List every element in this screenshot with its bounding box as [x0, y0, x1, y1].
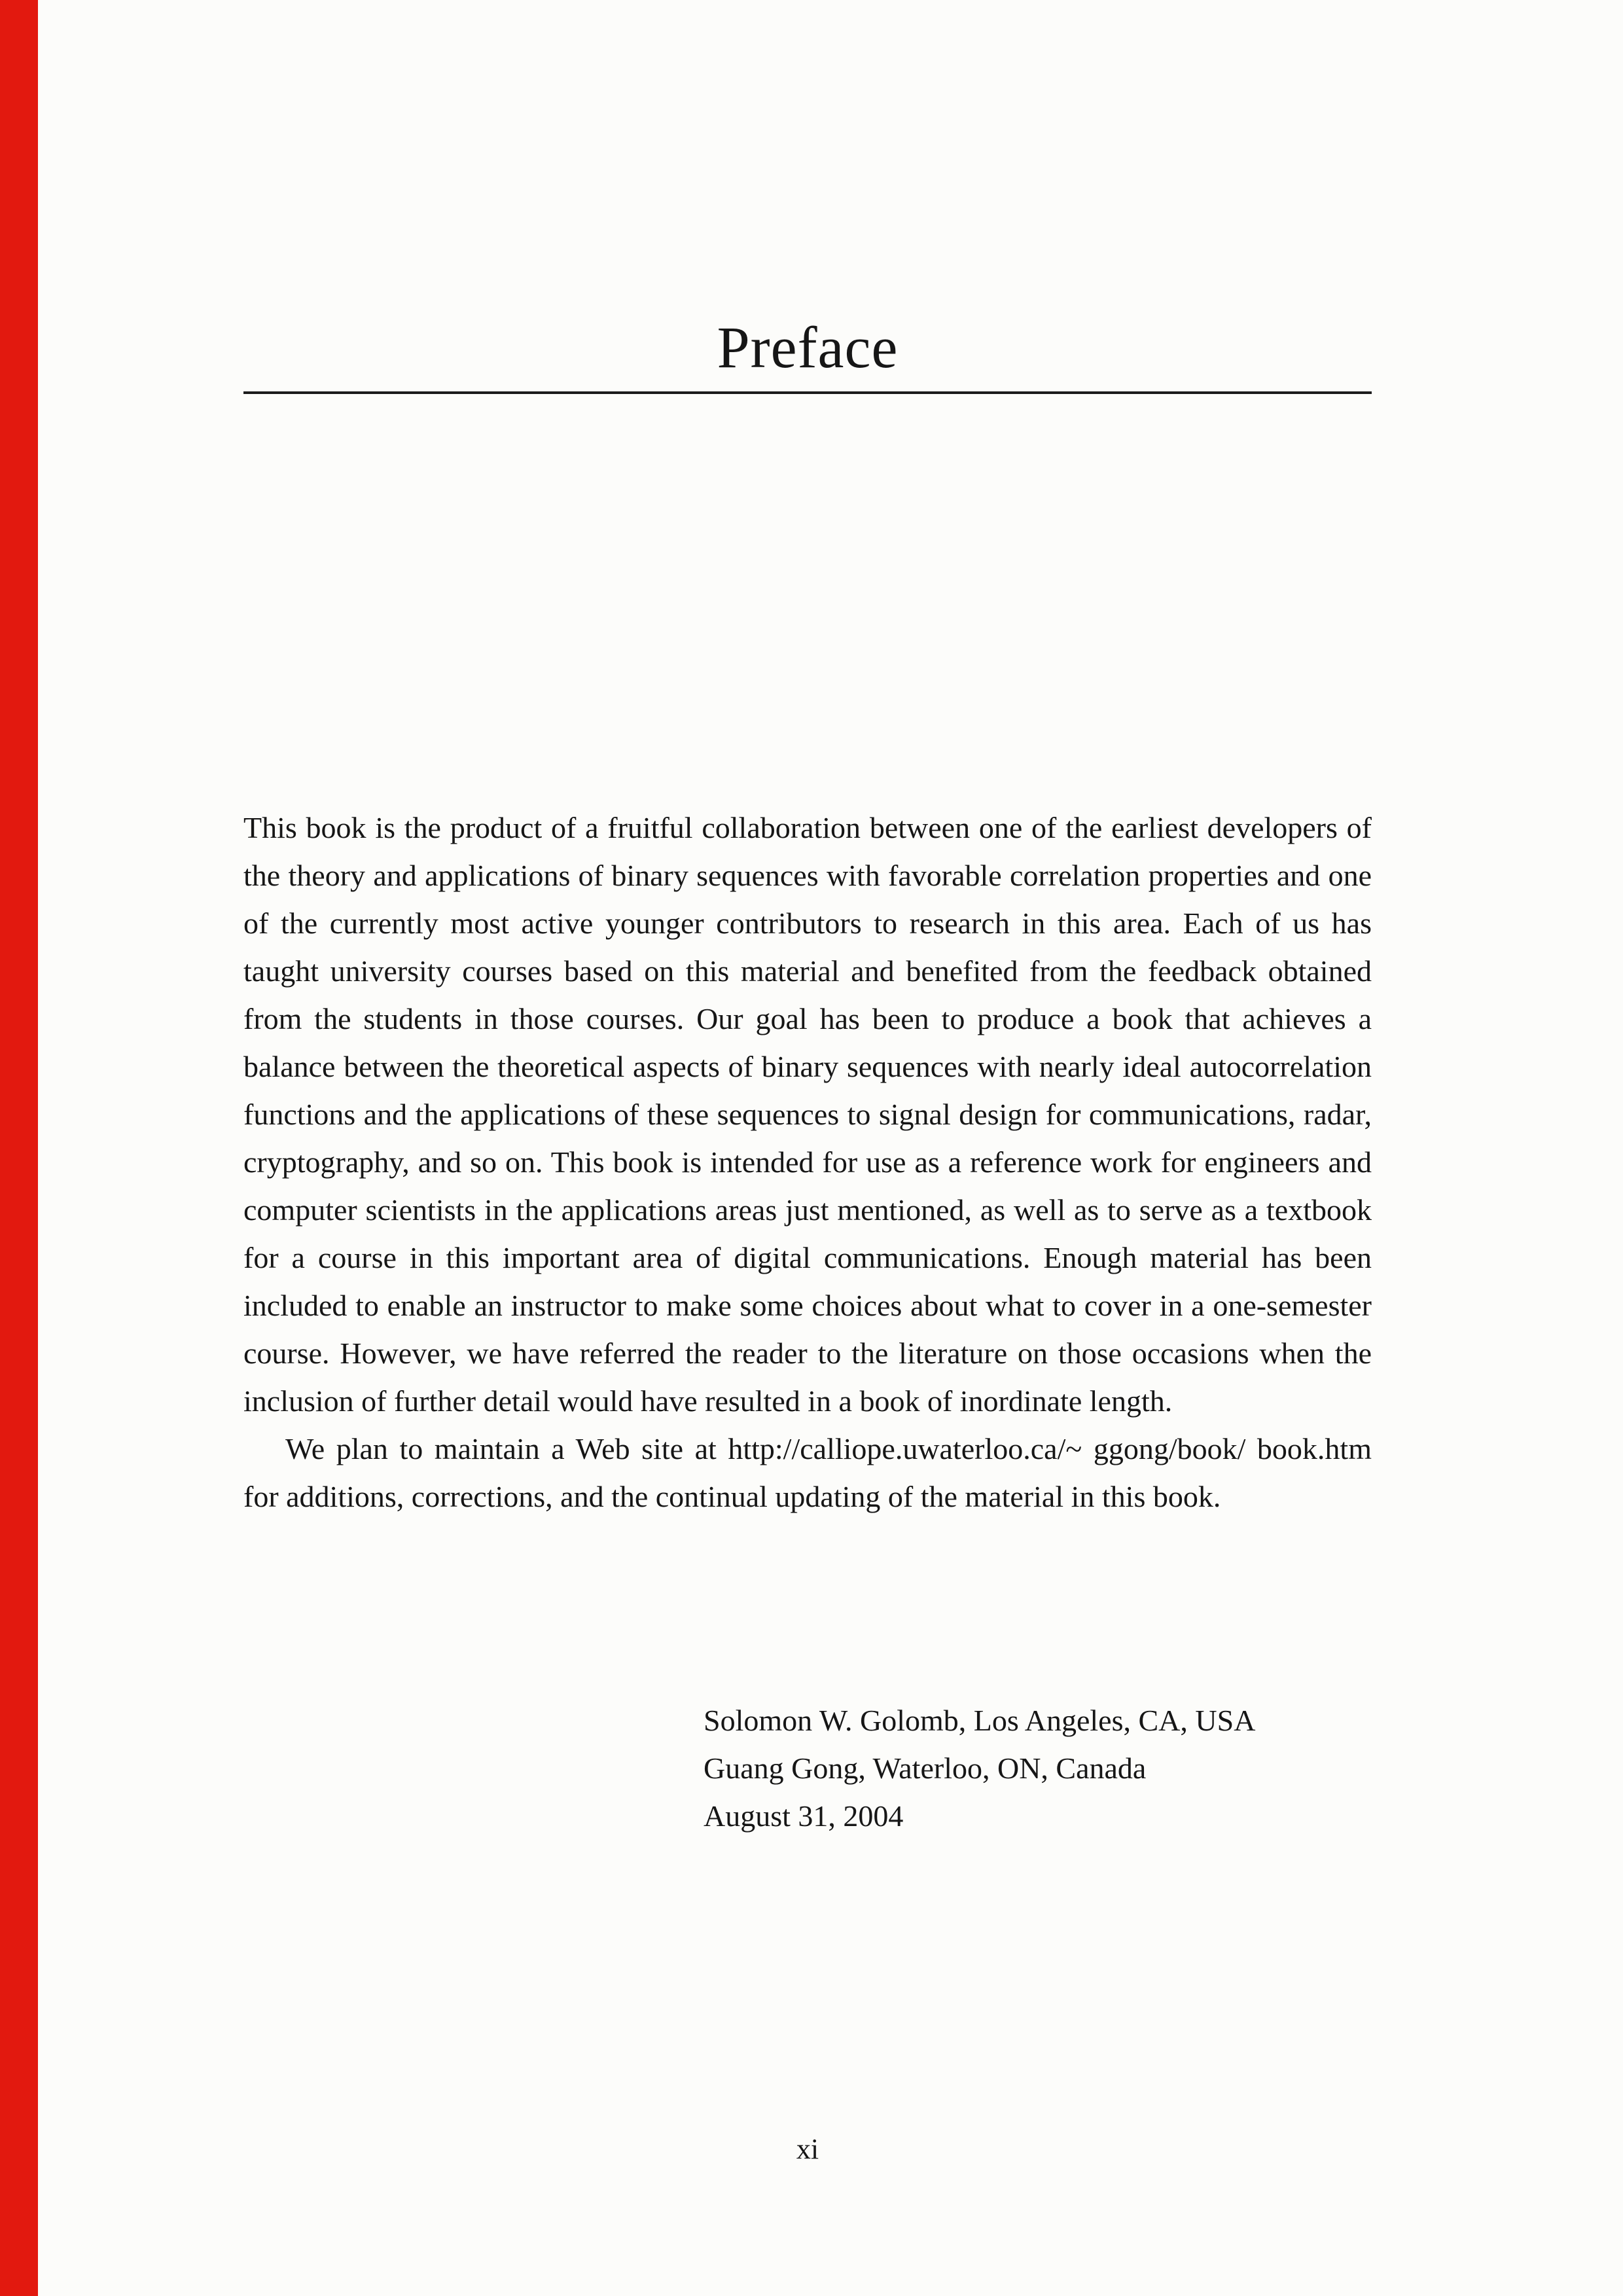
author-signature-block: [704, 1696, 1255, 1840]
page-title: Preface: [717, 315, 899, 380]
paragraph: We plan to maintain a Web site at http://calliope.uwaterloo.ca/~ ggong/book/ book.htm for additions, corrections, and the continual updating of the material in this book.: [243, 1432, 1372, 1513]
chapter-title-block: [243, 315, 1372, 380]
signature-line-date: August 31, 2004: [704, 1799, 904, 1833]
signature-line-author-2: Guang Gong, Waterloo, ON, Canada: [704, 1751, 1147, 1785]
paragraph: This book is the product of a fruitful collaboration between one of the earliest developers of the theory and applications of binary sequences with favorable correlation properties and one of the currently most active younger contributors to research in this area. Each of us has taught university courses based on this material and benefited from the feedback obtained from the students in those courses. Our goal has been to produce a book that achieves a balance between the theoretical aspects of binary sequences with nearly ideal autocorrelation functions and the applications of these sequences to signal design for communications, radar, cryptography, and so on. This book is intended for use as a reference work for engineers and computer scientists in the applications areas just mentioned, as well as to serve as a textbook for a course in this important area of digital communications. Enough material has been included to enable an instructor to make some choices about what to cover in a one-semester course. However, we have referred the reader to the literature on those occasions when the inclusion of further detail would have resulted in a book of inordinate length.: [243, 811, 1372, 1418]
page-number: xi: [796, 2133, 819, 2165]
scan-edge-strip: [0, 0, 38, 2296]
signature-line-author-1: Solomon W. Golomb, Los Angeles, CA, USA: [704, 1704, 1256, 1737]
title-underline-rule: [243, 391, 1372, 394]
preface-body: [243, 804, 1372, 1520]
